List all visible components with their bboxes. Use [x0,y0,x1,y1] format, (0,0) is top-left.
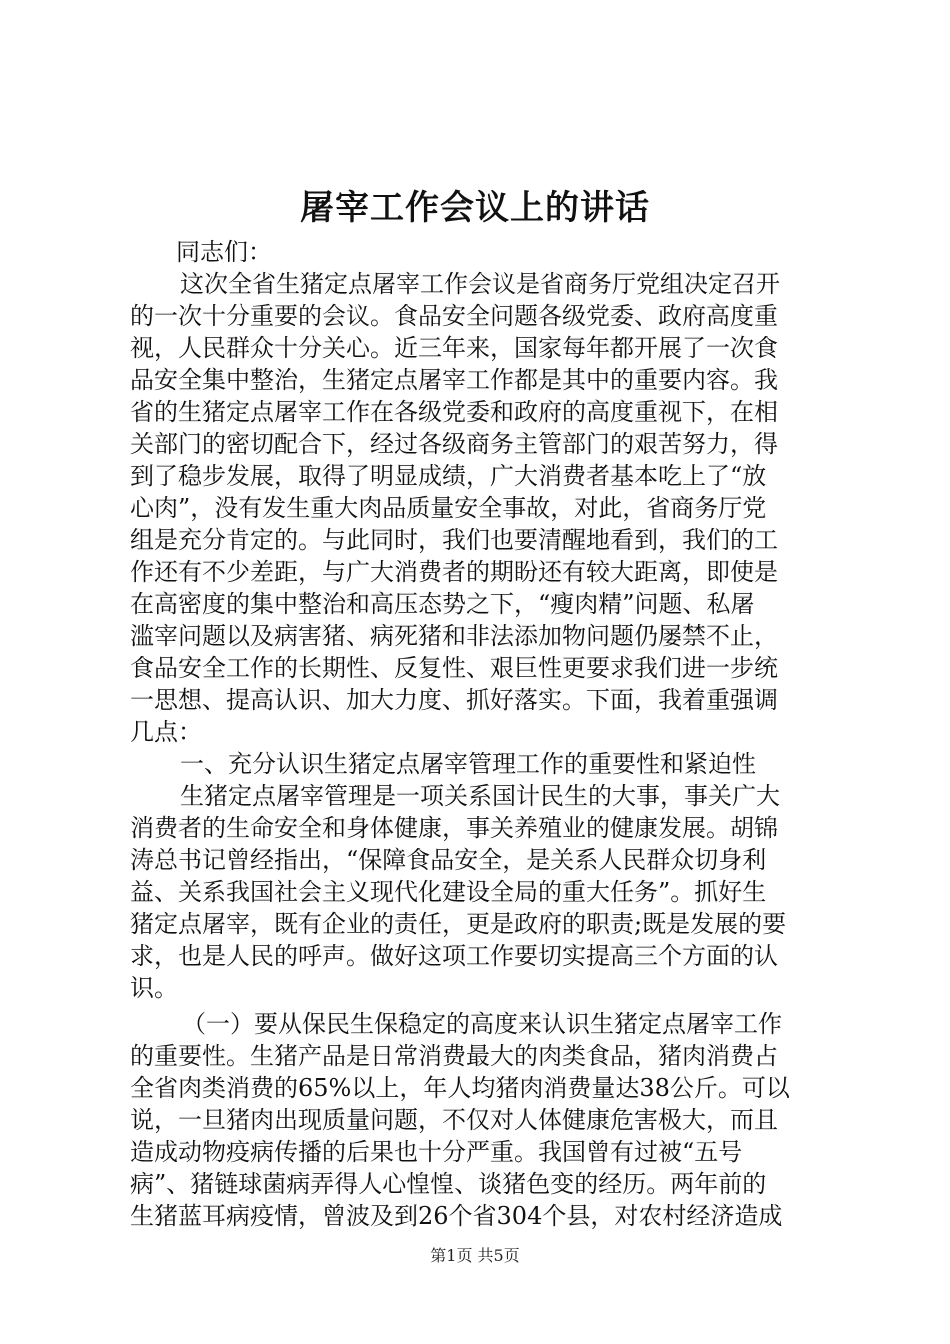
salutation-line: 同志们： [176,238,272,266]
body-line: 几点： [130,718,202,746]
document-body [130,236,830,1232]
body-line: 说，一旦猪肉出现质量问题，不仅对人体健康危害极大，而且 [130,1106,778,1134]
body-line: 生猪蓝耳病疫情，曾波及到26个省304个县，对农村经济造成 [130,1202,783,1230]
body-line: 食品安全工作的长期性、反复性、艰巨性更要求我们进一步统 [130,654,778,682]
body-line: 关部门的密切配合下，经过各级商务主管部门的艰苦努力，得 [130,430,778,458]
body-line: 滥宰问题以及病害猪、病死猪和非法添加物问题仍屡禁不止， [130,622,778,650]
body-line: 省的生猪定点屠宰工作在各级党委和政府的高度重视下，在相 [130,398,778,426]
body-line: 造成动物疫病传播的后果也十分严重。我国曾有过被“五号 [130,1138,743,1166]
body-line: 在高密度的集中整治和高压态势之下，“瘦肉精”问题、私屠 [130,590,755,618]
body-line: 涛总书记曾经指出，“保障食品安全，是关系人民群众切身利 [130,846,767,874]
body-line: 求，也是人民的呼声。做好这项工作要切实提高三个方面的认 [130,942,778,970]
body-line: 消费者的生命安全和身体健康，事关养殖业的健康发展。胡锦 [130,814,778,842]
section-heading: 一、充分认识生猪定点屠宰管理工作的重要性和紧迫性 [180,750,756,778]
body-line: 视，人民群众十分关心。近三年来，国家每年都开展了一次食 [130,334,778,362]
body-line: 一思想、提高认识、加大力度、抓好落实。下面，我着重强调 [130,686,778,714]
page-number: 第1页 共5页 [430,1246,520,1265]
body-line: 的重要性。生猪产品是日常消费最大的肉类食品，猪肉消费占 [130,1042,778,1070]
body-line: 心肉”，没有发生重大肉品质量安全事故，对此，省商务厅党 [130,494,767,522]
subsection-line: （一）要从保民生保稳定的高度来认识生猪定点屠宰工作 [182,1010,782,1038]
body-line: 的一次十分重要的会议。食品安全问题各级党委、政府高度重 [130,302,778,330]
body-line: 组是充分肯定的。与此同时，我们也要清醒地看到，我们的工 [130,526,778,554]
body-line: 作还有不少差距，与广大消费者的期盼还有较大距离，即使是 [130,558,778,586]
body-line: 品安全集中整治，生猪定点屠宰工作都是其中的重要内容。我 [130,366,778,394]
body-line: 识。 [130,974,178,1002]
body-line: 猪定点屠宰，既有企业的责任，更是政府的职责;既是发展的要 [130,910,787,938]
body-line: 益、关系我国社会主义现代化建设全局的重大任务”。抓好生 [130,878,767,906]
body-line: 病”、猪链球菌病弄得人心惶惶、谈猪色变的经历。两年前的 [130,1170,767,1198]
document-title: 屠宰工作会议上的讲话 [300,188,650,228]
body-line: 这次全省生猪定点屠宰工作会议是省商务厅党组决定召开 [180,270,780,298]
body-line: 生猪定点屠宰管理是一项关系国计民生的大事，事关广大 [180,782,780,810]
body-line: 全省肉类消费的65%以上，年人均猪肉消费量达38公斤。可以 [130,1074,790,1102]
body-line: 到了稳步发展，取得了明显成绩，广大消费者基本吃上了“放 [130,462,767,490]
